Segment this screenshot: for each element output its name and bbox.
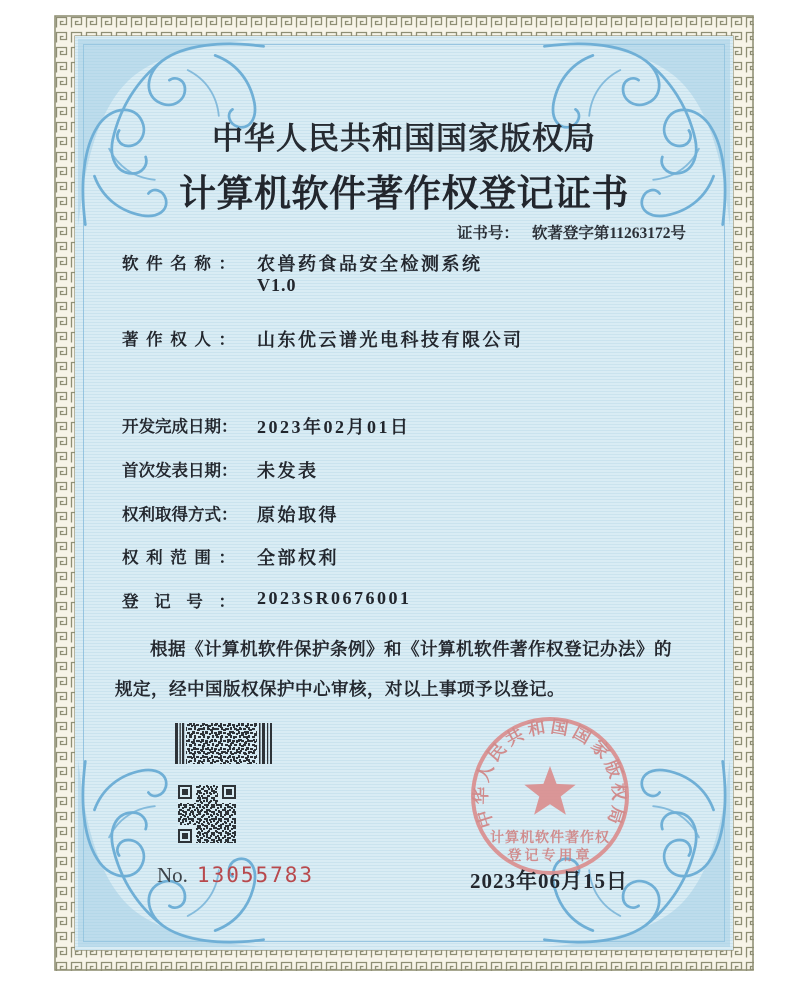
field-rights-scope [122, 544, 339, 570]
serial-number: 13055783 [196, 863, 315, 887]
field-first-publication-date [122, 457, 319, 483]
copyright-owner-value: 山东优云谱光电科技有限公司 [257, 330, 524, 350]
issuer-title: 中华人民共和国国家版权局 [212, 121, 596, 156]
seal-line1: 计算机软件著作权 [490, 831, 610, 846]
field-copyright-owner [122, 326, 524, 352]
software-version-value: V1.0 [257, 275, 297, 295]
seal-line2: 登记专用章 [507, 849, 593, 864]
certificate-number-label: 证书号： [456, 225, 519, 242]
dev-completion-date-label: 开发完成日期： [122, 417, 238, 436]
first-publication-date-value: 未发表 [257, 461, 319, 481]
issue-date: 2023年06月15日 [470, 869, 628, 893]
certificate-frame [54, 15, 754, 971]
star-icon [524, 766, 575, 815]
qr-code-image [178, 785, 236, 843]
certificate-number-value: 软著登字第11263172号 [531, 225, 686, 242]
field-registration-number [122, 588, 412, 612]
software-name-label: 软件名称： [122, 254, 235, 273]
serial-number-line [157, 863, 314, 888]
field-rights-acquisition [122, 501, 339, 527]
certificate-body [75, 36, 733, 950]
field-software-name [122, 250, 483, 276]
official-seal [465, 711, 635, 881]
rights-scope-value: 全部权利 [257, 548, 339, 568]
field-dev-completion-date [122, 413, 411, 439]
registration-number-value: 2023SR0676001 [257, 588, 412, 608]
registration-statement: 根据《计算机软件保护条例》和《计算机软件著作权登记办法》的规定，经中国版权保护中心审核，对以上事项予以登记。 [115, 639, 672, 699]
rights-scope-label: 权利范围： [122, 548, 235, 567]
dev-completion-date-value: 2023年02月01日 [257, 417, 411, 437]
certificate-title: 计算机软件著作权登记证书 [179, 174, 629, 215]
barcode-image [175, 723, 276, 764]
rights-acquisition-value: 原始取得 [257, 505, 339, 525]
copyright-owner-label: 著作权人： [122, 330, 235, 349]
software-name-value: 农兽药食品安全检测系统 [257, 254, 483, 274]
certificate-number-line [457, 221, 686, 243]
first-publication-date-label: 首次发表日期： [122, 461, 238, 480]
serial-prefix: No. [157, 863, 188, 887]
corner-flourish-bottom-left [78, 755, 270, 947]
seal-arc-text: 中华人民共和国国家版权局 [470, 716, 630, 831]
registration-number-label: 登记号： [122, 592, 235, 611]
rights-acquisition-label: 权利取得方式： [122, 505, 238, 524]
